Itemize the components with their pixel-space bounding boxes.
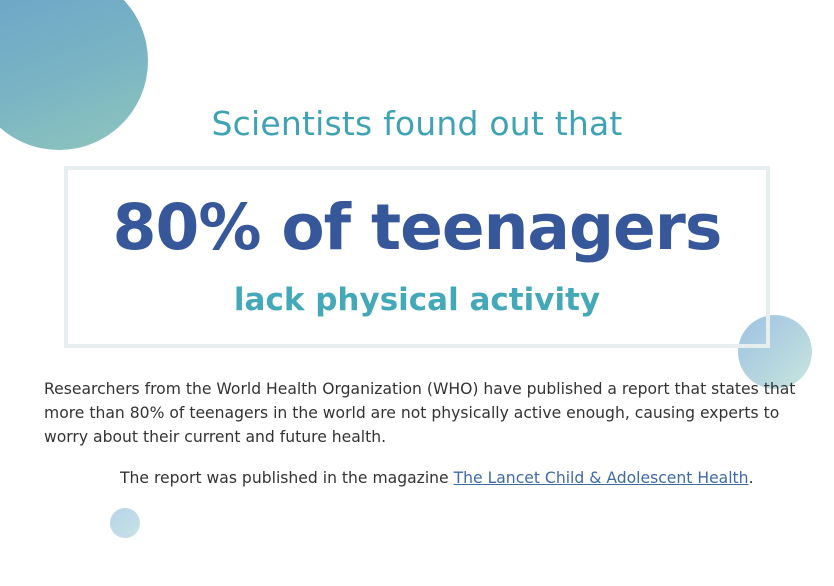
source-line — [120, 466, 820, 490]
body-paragraph: Researchers from the World Health Organization (WHO) have published a report that states that more than 80% of teenagers in the world are not physically active enough, causing experts to worry about their current and future health. — [44, 380, 796, 446]
intro-heading: Scientists found out that — [211, 104, 623, 143]
source-link[interactable]: The Lancet Child & Adolescent Health — [453, 469, 749, 487]
source-suffix: . — [748, 469, 754, 487]
stat-subheadline: lack physical activity — [233, 282, 601, 318]
stat-headline: 80% of teenagers — [112, 191, 722, 264]
decorative-circle-small — [110, 508, 140, 538]
source-prefix: The report was published in the magazine — [120, 469, 454, 487]
